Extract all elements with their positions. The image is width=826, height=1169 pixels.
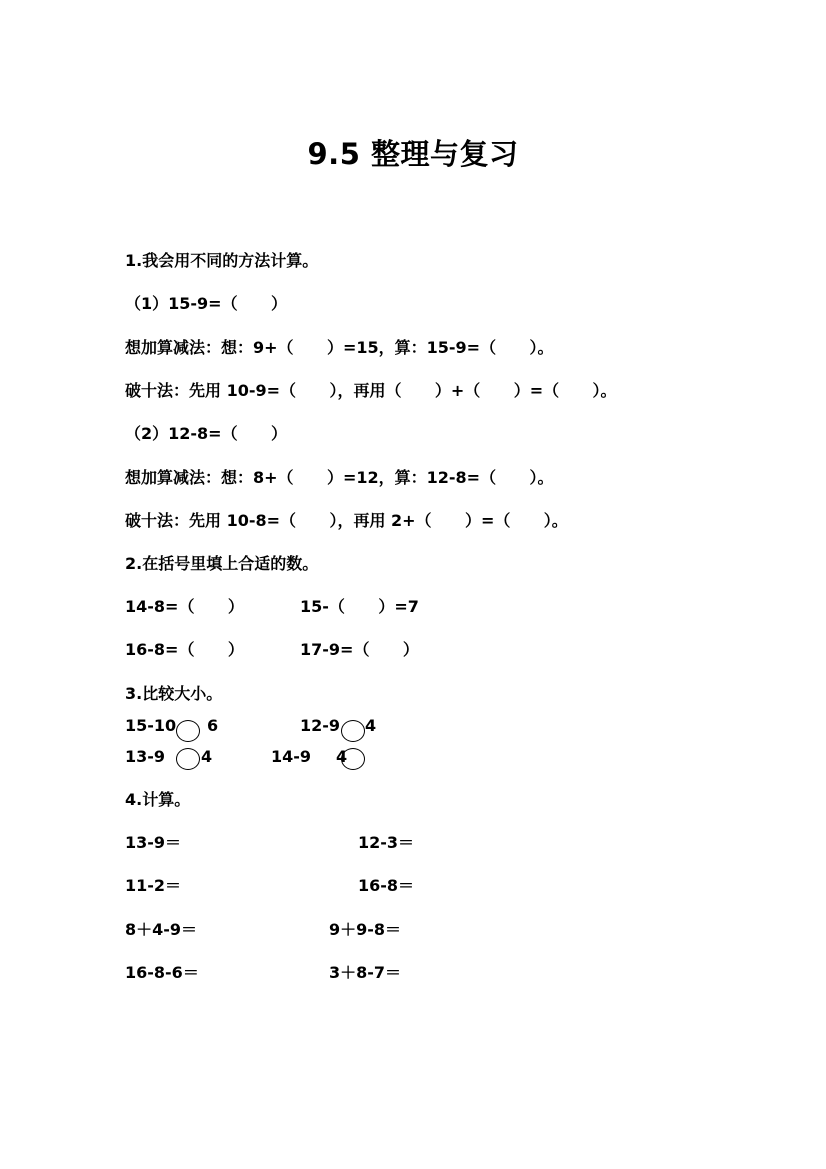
compare-right: 4 xyxy=(365,716,377,735)
section1-problem1-add-method: 想加算减法：想：9+（ ）=15，算：15-9=（ ）。 xyxy=(125,338,554,357)
section2-heading: 2.在括号里填上合适的数。 xyxy=(125,554,319,573)
section1-problem2-break-ten: 破十法：先用 10-8=（ ），再用 2+（ ）=（ ）。 xyxy=(125,511,568,530)
calc-item: 13-9＝ xyxy=(125,833,182,852)
compare-right: 4 xyxy=(201,747,213,766)
section4-heading: 4.计算。 xyxy=(125,790,191,809)
calc-item: 16-8＝ xyxy=(358,876,415,895)
compare-left: 15-10 xyxy=(125,716,177,735)
fill-item: 16-8=（ ） xyxy=(125,640,244,659)
calc-item: 8＋4-9＝ xyxy=(125,920,198,939)
fill-item: 15-（ ）=7 xyxy=(300,597,419,616)
compare-right: 4 xyxy=(336,747,348,766)
compare-left: 12-9 xyxy=(300,716,341,735)
calc-item: 9＋9-8＝ xyxy=(329,920,402,939)
calc-item: 12-3＝ xyxy=(358,833,415,852)
section1-problem1: （1）15-9=（ ） xyxy=(125,294,288,313)
page-title: 9.5 整理与复习 xyxy=(307,137,519,171)
section3-heading: 3.比较大小。 xyxy=(125,684,223,703)
fill-item: 17-9=（ ） xyxy=(300,640,419,659)
calc-item: 3＋8-7＝ xyxy=(329,963,402,982)
section1-problem2-add-method: 想加算减法：想：8+（ ）=12，算：12-8=（ ）。 xyxy=(125,468,554,487)
calc-item: 16-8-6＝ xyxy=(125,963,199,982)
compare-circle[interactable] xyxy=(176,748,200,770)
compare-circle[interactable] xyxy=(176,720,200,742)
compare-left: 13-9 xyxy=(125,747,166,766)
compare-left: 14-9 xyxy=(271,747,312,766)
fill-item: 14-8=（ ） xyxy=(125,597,244,616)
section1-problem1-break-ten: 破十法：先用 10-9=（ ），再用（ ）+（ ）=（ ）。 xyxy=(125,381,617,400)
compare-circle[interactable] xyxy=(341,720,365,742)
calc-item: 11-2＝ xyxy=(125,876,182,895)
section1-problem2: （2）12-8=（ ） xyxy=(125,424,288,443)
section1-heading: 1.我会用不同的方法计算。 xyxy=(125,251,319,270)
compare-right: 6 xyxy=(207,716,219,735)
